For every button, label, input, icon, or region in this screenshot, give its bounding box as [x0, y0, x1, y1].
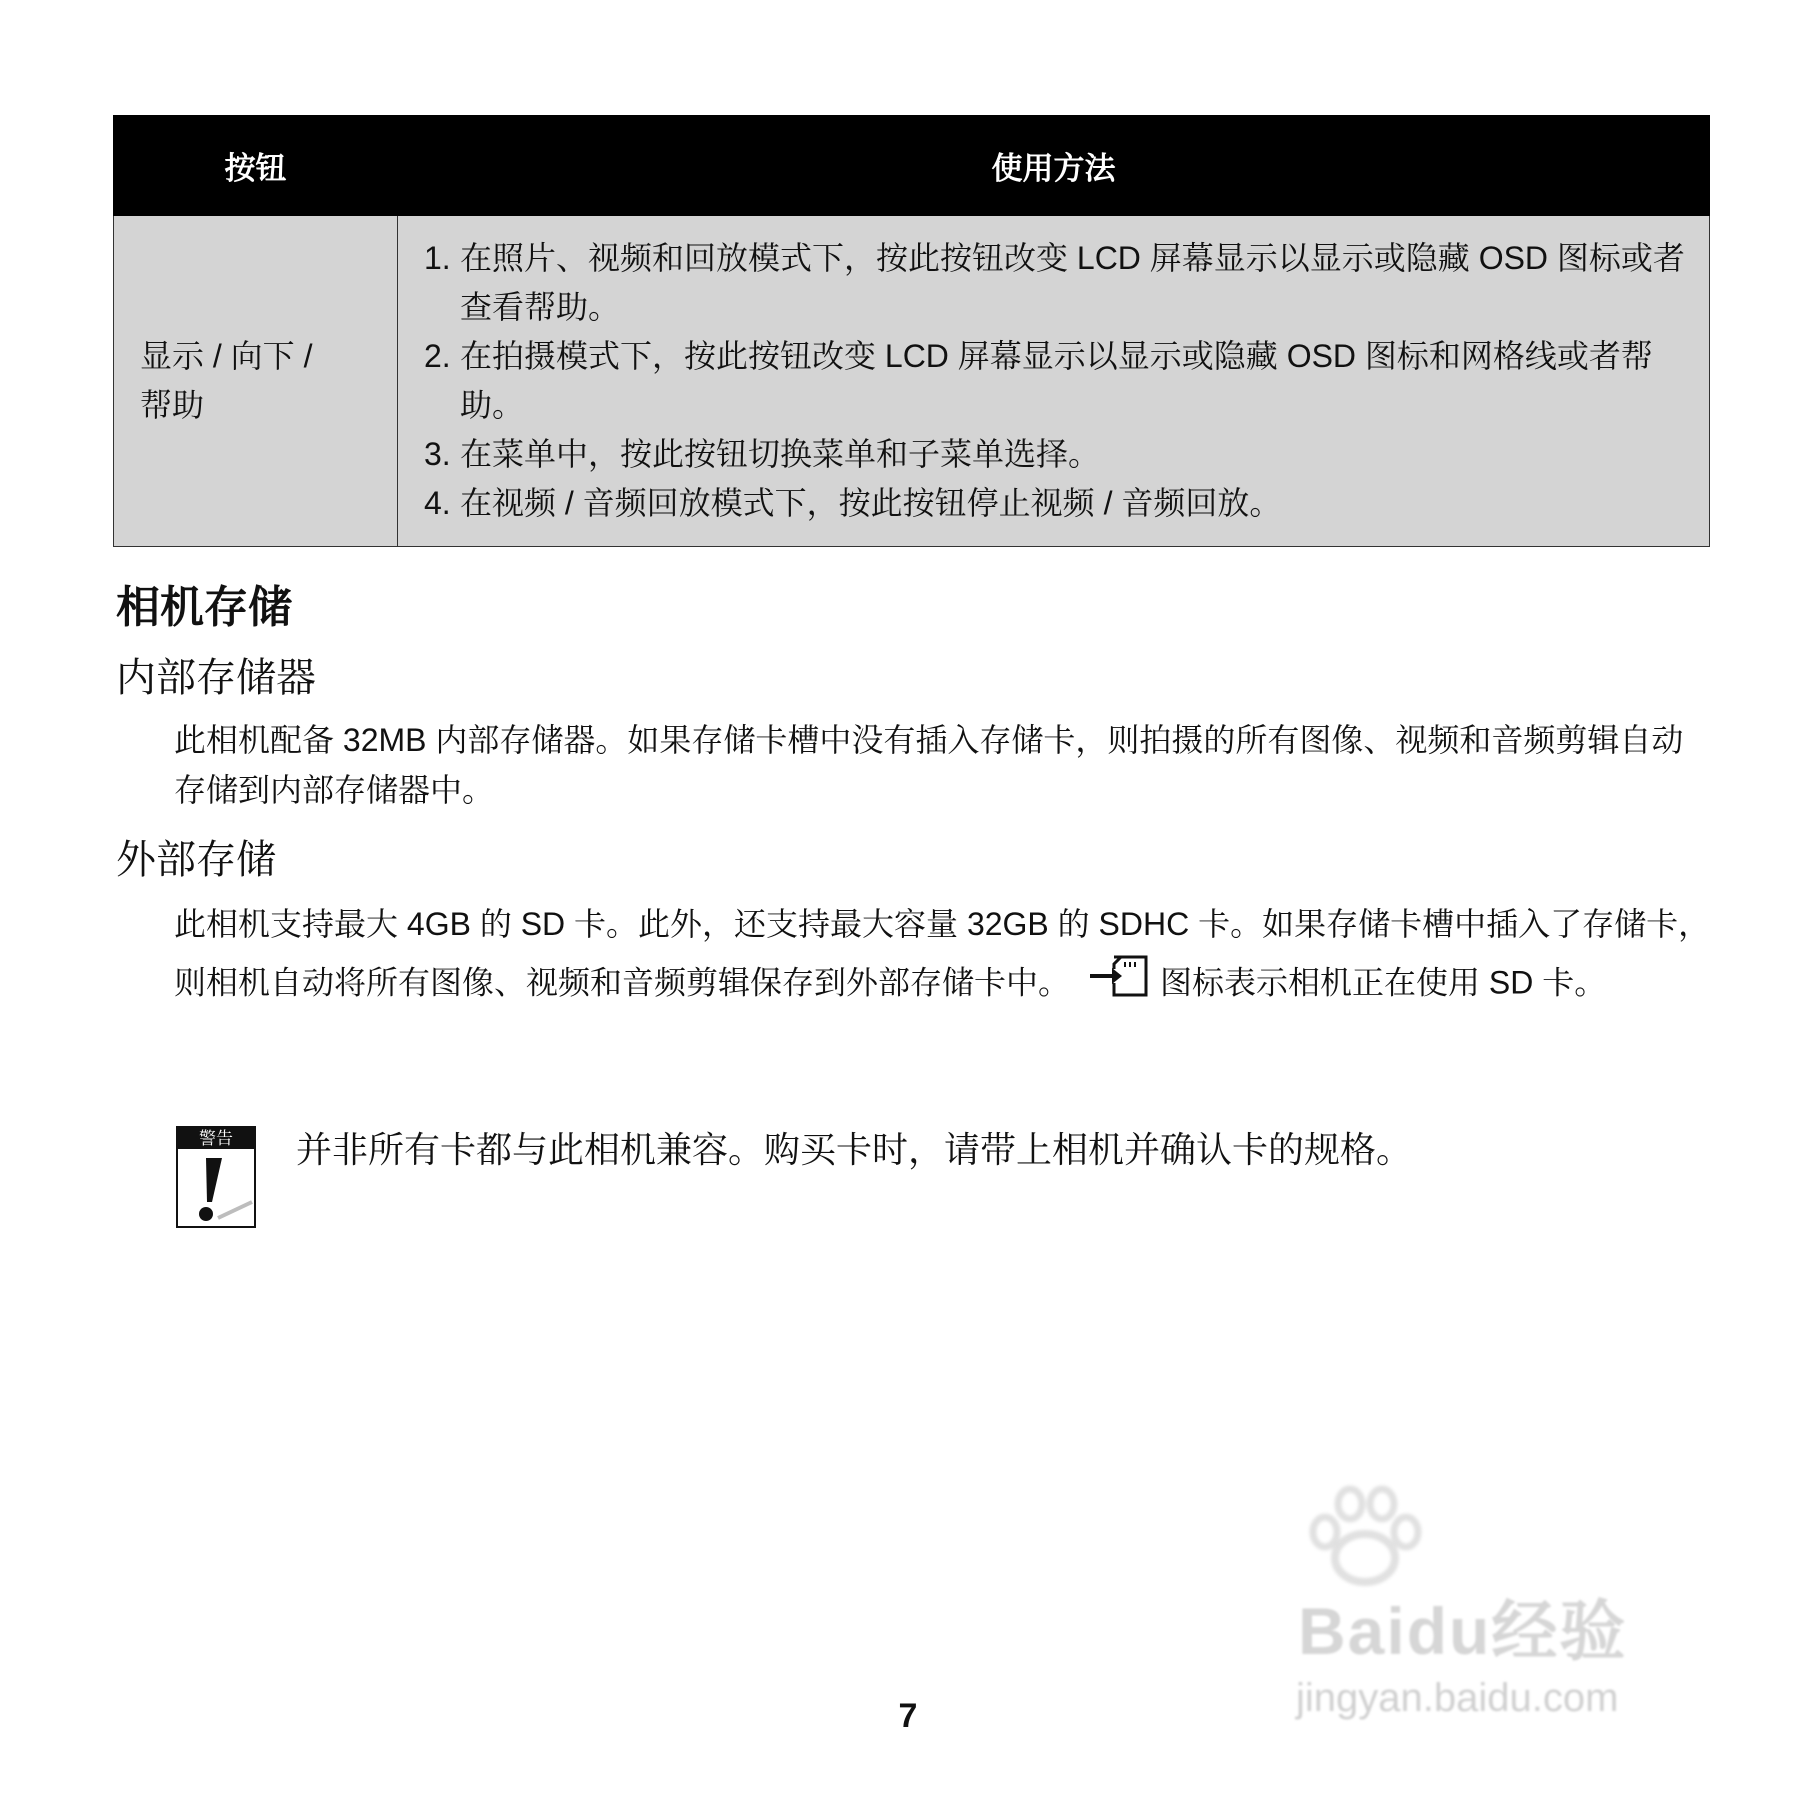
header-usage: 使用方法 — [398, 116, 1710, 216]
warning-text: 并非所有卡都与此相机兼容。购买卡时，请带上相机并确认卡的规格。 — [296, 1129, 1413, 1170]
list-item — [424, 332, 1689, 430]
header-button: 按钮 — [114, 116, 398, 216]
list-item — [424, 430, 1689, 479]
table-row — [114, 216, 1710, 547]
warning-exclamation-icon — [176, 1126, 256, 1233]
table-header-row — [114, 116, 1710, 216]
item-text: 在视频 / 音频回放模式下，按此按钮停止视频 / 音频回放。 — [460, 485, 1282, 521]
usage-cell — [398, 216, 1710, 547]
internal-storage-heading: 内部存储器 — [116, 656, 316, 700]
usage-list — [424, 234, 1689, 528]
sd-card-icon — [1088, 953, 1156, 1017]
button-name-cell — [114, 216, 398, 547]
external-storage-paragraph — [174, 895, 1714, 1017]
button-name-line: 显示 / 向下 / — [140, 338, 313, 374]
button-name-line: 帮助 — [140, 387, 205, 423]
watermark-url: jingyan.baidu.com — [1296, 1676, 1619, 1720]
item-number: 4. — [424, 485, 451, 521]
warning-label: 警告 — [199, 1129, 233, 1149]
list-item — [424, 234, 1689, 332]
list-item — [424, 479, 1689, 528]
page-number: 7 — [898, 1697, 918, 1735]
watermark-brand: Baidu经验 — [1298, 1594, 1628, 1668]
external-storage-text: 此相机支持最大 4GB 的 SD 卡。此外，还支持最大容量 32GB 的 SDHC 卡。如果存储卡槽中插入了存储卡，则相机自动将所有图像、视频和音频剪辑保存到外部存储卡中。 — [174, 906, 1711, 1001]
item-number: 2. — [424, 338, 451, 374]
external-storage-text-end: 图标表示相机正在使用 SD 卡。 — [1160, 964, 1607, 1001]
section-title: 相机存储 — [116, 583, 292, 632]
item-text: 在照片、视频和回放模式下，按此按钮改变 LCD 屏幕显示以显示或隐藏 OSD 图标或者查看帮助。 — [460, 240, 1685, 325]
button-usage-table — [113, 115, 1710, 547]
item-text: 在拍摄模式下，按此按钮改变 LCD 屏幕显示以显示或隐藏 OSD 图标和网格线或者帮助。 — [460, 338, 1653, 423]
item-number: 1. — [424, 240, 451, 276]
item-number: 3. — [424, 436, 451, 472]
item-text: 在菜单中，按此按钮切换菜单和子菜单选择。 — [460, 436, 1101, 472]
external-storage-heading: 外部存储 — [116, 838, 276, 882]
internal-storage-text: 此相机配备 32MB 内部存储器。如果存储卡槽中没有插入存储卡，则拍摄的所有图像、视频和音频剪辑自动存储到内部存储器中。 — [174, 722, 1684, 808]
